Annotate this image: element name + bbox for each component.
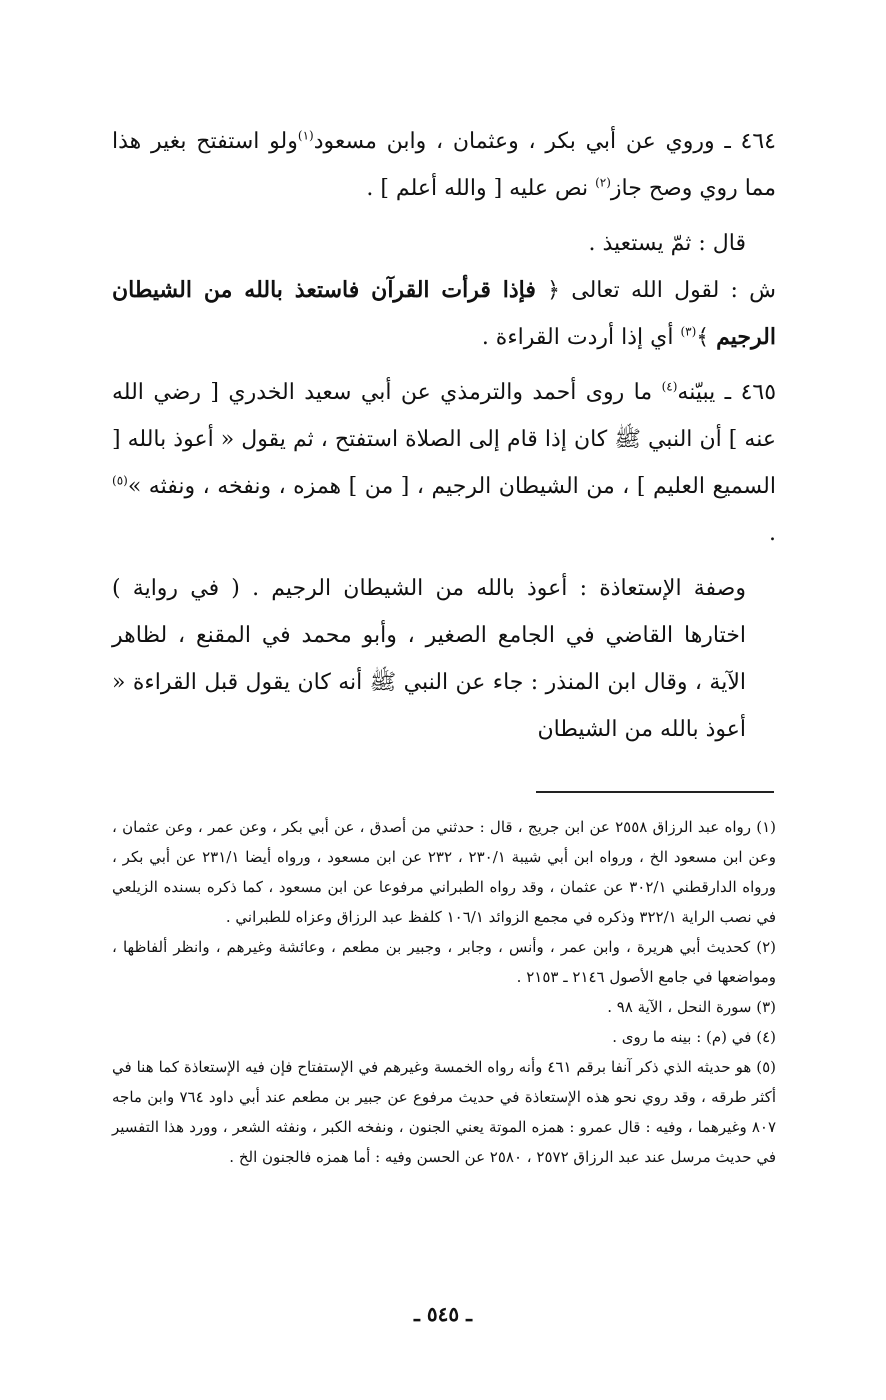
footnote-ref-1: (١) xyxy=(297,128,314,143)
verse-close-bracket: ﴾ xyxy=(696,325,717,350)
footnote-1: (١) رواه عبد الرزاق ٢٥٥٨ عن ابن جريج ، قال : حدثني من أصدق ، عن أبي بكر ، وعن عمر ، وعن عثمان ، وعن ابن مسعود الخ ، ورواه ابن أبي شيبة ٢٣٠/١ ، ٢٣٢ عن ابن مسعود ، ورواه أيضا ٢٣١/١ عن أبي بكر ، ورواه الدارقطني ٣٠٢/١ عن عثمان ، وقد رواه الطبراني مرفوعا عن ابن مسعود ، كما ذكره بسنده الزيلعي في نصب الراية ٣٢٢/١ وذكره في مجمع الزوائد ١٠٦/١ كلفظ عبد الرزاق وعزاه للطبراني . xyxy=(112,818,776,926)
paragraph-465 xyxy=(112,369,776,557)
main-text xyxy=(112,118,776,753)
sharh-suffix: أي إذا أردت القراءة . xyxy=(481,325,681,350)
footnote-4: (٤) في (م) : بينه ما روى . xyxy=(612,1028,776,1046)
footnote-ref-4: (٤) xyxy=(661,379,678,394)
footnote-ref-3: (٣) xyxy=(680,324,697,339)
isti-adha-paragraph: وصفة الإستعاذة : أعوذ بالله من الشيطان الرجيم . ( في رواية ) اختارها القاضي في الجامع الصغير ، وأبو محمد في المقنع ، لظاهر الآية ، وقال ابن المنذر : جاء عن النبي ﷺ أنه كان يقول قبل القراءة « أعوذ بالله من الشيطان xyxy=(112,576,746,742)
paragraph-464-text-b: ولو استفتح بغير هذا مما روي وصح جاز xyxy=(112,129,776,201)
footnote-ref-5: (٥) xyxy=(112,473,128,488)
footnote-ref-2: (٢) xyxy=(595,175,611,190)
paragraph-464-text-a: ٤٦٤ ـ وروي عن أبي بكر ، وعثمان ، وابن مسعود xyxy=(313,129,776,154)
footnote-3: (٣) سورة النحل ، الآية ٩٨ . xyxy=(607,998,776,1016)
footnote-5: (٥) هو حديثه الذي ذكر آنفا برقم ٤٦١ وأنه رواه الخمسة وغيرهم في الإستفتاح فإن فيه الإستعاذة كما هنا في أكثر طرقه ، وقد روي نحو هذه الإستعاذة في حديث مرفوع عن جبير بن مطعم عند أبي داود ٧٦٤ وابن ماجه ٨٠٧ وغيرهما ، وفيه : قال عمرو : همزه الموتة يعني الجنون ، ونفخه الكبر ، ونفثه الشعر ، وورد هذا التفسير في حديث مرسل عند عبد الرزاق ٢٥٧٢ ، ٢٥٨٠ عن الحسن وفيه : أما همزه فالجنون الخ . xyxy=(112,1058,776,1166)
footnotes xyxy=(112,812,776,1172)
sharh-paragraph xyxy=(112,267,776,361)
page-number: ـ ٥٤٥ ـ xyxy=(414,1302,472,1326)
sharh-prefix: ش : لقول الله تعالى ﴿ xyxy=(535,278,776,303)
qala-line: قال : ثمّ يستعيذ . xyxy=(588,231,746,256)
paragraph-464 xyxy=(112,118,776,212)
footnote-divider xyxy=(536,791,774,793)
paragraph-465-text-c: . xyxy=(769,521,776,546)
paragraph-464-text-c: نص عليه [ والله أعلم ] . xyxy=(366,176,596,201)
paragraph-465-text-b: ما روى أحمد والترمذي عن أبي سعيد الخدري [ رضي الله عنه ] أن النبي ﷺ كان إذا قام إلى الصلاة استفتح ، ثم يقول « أعوذ بالله [ السميع العليم ] ، من الشيطان الرجيم ، [ من ] همزه ، ونفخه ، ونفثه » xyxy=(112,380,776,499)
footnote-2: (٢) كحديث أبي هريرة ، وابن عمر ، وأنس ، وجابر ، وجبير بن مطعم ، وعائشة وغيرهم ، وانظر ألفاظها ، ومواضعها في جامع الأصول ٢١٤٦ ـ ٢١٥٣ . xyxy=(112,938,776,986)
paragraph-465-text-a: ٤٦٥ ـ يبيّنه xyxy=(677,380,777,405)
quran-verse: فإذا قرأت القرآن فاستعذ بالله من الشيطان الرجيم xyxy=(112,277,776,350)
